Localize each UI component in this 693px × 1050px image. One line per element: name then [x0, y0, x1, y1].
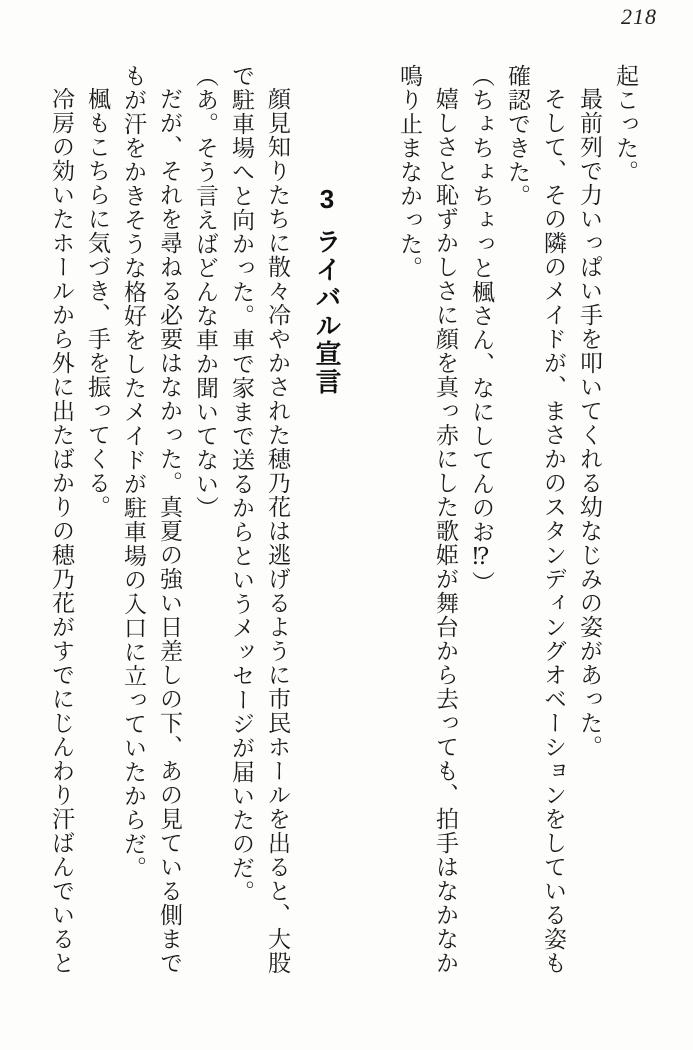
section-number: 3 [312, 184, 342, 216]
paragraph: 起こった。 [613, 64, 638, 184]
paragraph: そして、その隣のメイドが、まさかのスタンディングオベーションをしている姿も確認できた。 [505, 64, 566, 975]
paragraph: 顔見知りたちに散々冷やかされた穂乃花は逃げるように市民ホールを出ると、大股で駐車場へと向かった。車で家まで送るからというメッセージが届いたのだ。 [229, 64, 290, 975]
section-heading [307, 64, 347, 980]
paragraph: 冷房の効いたホールから外に出たばかりの穂乃花がすでにじんわり汗ばんでいると [49, 87, 74, 975]
paragraph: （あ。そう言えばどんな車か聞いてない） [193, 64, 218, 520]
paragraph: （ちょちょちょっと楓さん、なにしてんのお⁉） [469, 64, 494, 595]
paragraph: だが、それを尋ねる必要はなかった。真夏の強い日差しの下、あの見ている側までもが汗をかきそうな格好をしたメイドが駐車場の入口に立っていたからだ。 [121, 64, 182, 975]
vertical-text-area [43, 64, 643, 980]
paragraph: 楓もこちらに気づき、手を振ってくる。 [85, 87, 110, 519]
section-title: ライバル宣言 [312, 228, 342, 396]
page-number: 218 [621, 4, 657, 29]
paragraph: 嬉しさと恥ずかしさに顔を真っ赤にした歌姫が舞台から去っても、拍手はなかなか鳴り止まなかった。 [397, 64, 458, 975]
paragraph: 最前列で力いっぱい手を叩いてくれる幼なじみの姿があった。 [577, 87, 602, 759]
